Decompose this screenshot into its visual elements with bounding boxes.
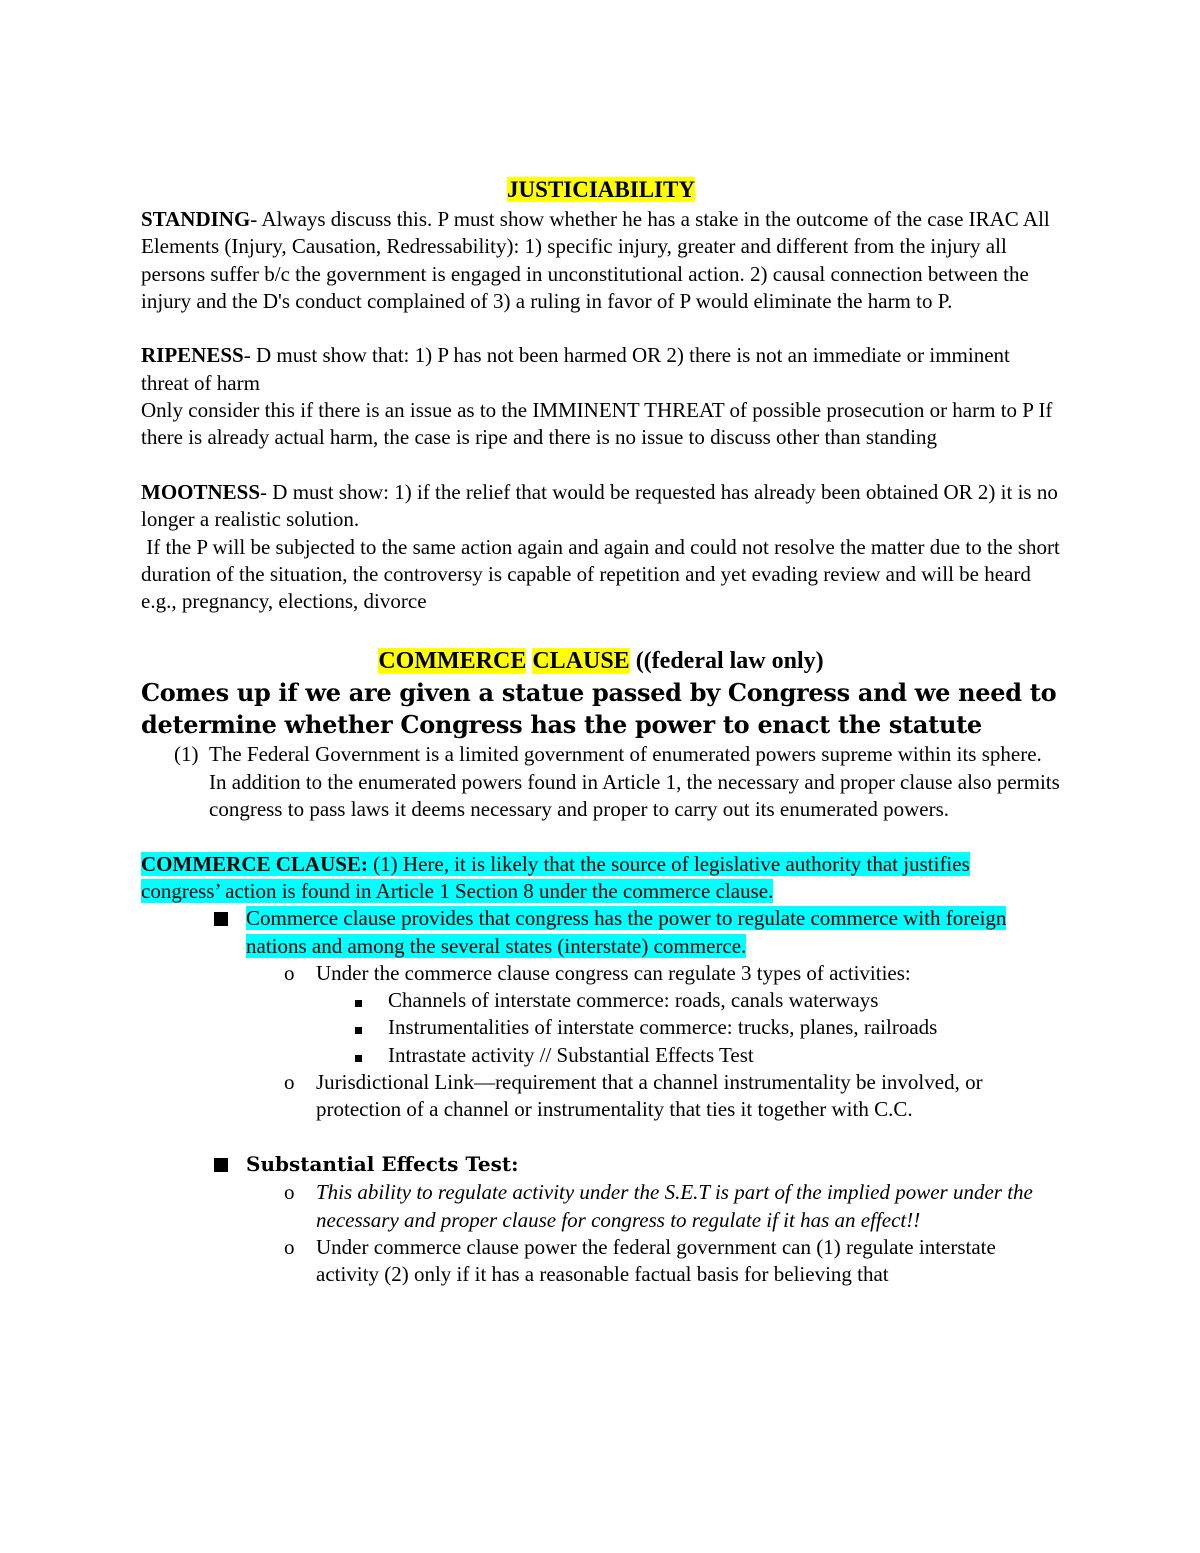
standing-text: - Always discuss this. P must show whether he has a stake in the outcome of the case IRAC All Elements (Injury, Causation, Redressability): 1) specific injury, greater and different from the injury all persons suffer b/c the government is engaged in unconstitutional action. 2) causal connection between the injury and the D's conduct complained of 3) a ruling in favor of P would eliminate the harm to P. [141,207,1050,313]
document-body [141,174,1066,1288]
type-item-2 [141,1042,1061,1069]
circle-bullet-icon: o [284,1070,295,1095]
mootness-note: If the P will be subjected to the same action again and again and could not resolve the matter due to the short duration of the situation, the controversy is capable of repetition and yet evading review and will be heard e.g., pregnancy, elections, divorce [141,534,1066,614]
ripeness-paragraph [141,342,1061,397]
sub-bullet-types [141,960,1061,987]
spacer [141,1124,1061,1151]
bullet-substantial-effects [141,1151,1061,1179]
sub-bullet-text: This ability to regulate activity under the S.E.T is part of the implied power under the necessary and proper clause for congress to regulate if it has an effect!! [316,1180,1033,1232]
circle-bullet-icon: o [284,1234,295,1259]
sub-bullet-text: Under the commerce clause congress can regulate 3 types of activities: [316,960,911,985]
bullet-text: Substantial Effects Test: [246,1151,519,1176]
small-square-bullet-icon [355,987,388,1014]
spacer [141,823,1061,850]
mootness-text: - D must show: 1) if the relief that would be requested has already been obtained OR 2) it is no longer a realistic solution. [141,479,1058,532]
title-commerce-word: COMMERCE [378,648,527,675]
cc-text: (1) Here, it is likely that the source of legislative authority that justifies congress’ action is found in Article 1 Section 8 under the commerce clause. [141,851,970,903]
small-square-bullet-icon [355,1042,388,1069]
circle-bullet-icon: o [284,960,295,985]
title-highlight: JUSTICIABILITY [507,177,695,202]
bullet-commerce-clause [141,905,1061,960]
small-square-bullet-icon [355,1014,388,1041]
spacer [141,315,1061,342]
cc-label: COMMERCE CLAUSE: [141,851,368,876]
bullet-text [246,905,1061,960]
spacer [141,615,1061,645]
item-number: (1) [174,742,199,767]
ripeness-text: - D must show that: 1) P has not been harmed OR 2) there is not an immediate or imminent threat of harm [141,343,1010,395]
mootness-label: MOOTNESS [141,479,261,504]
standing-label: STANDING [141,207,251,231]
title-federal-law: ((federal law only) [629,648,824,675]
ripeness-label: RIPENESS [141,343,244,368]
type-item-1 [141,1014,1061,1041]
commerce-clause-paragraph [141,851,1061,906]
commerce-subheading: Comes up if we are given a statue passed by Congress and we need to determine whether Congress has the power to enact the statute [141,678,1057,740]
cc-highlight [141,852,970,903]
type-text: Channels of interstate commerce: roads, canals waterways [388,988,879,1013]
numbered-item-1 [141,741,1061,823]
type-text: Instrumentalities of interstate commerce: trucks, planes, railroads [388,1015,938,1040]
type-item-0 [141,987,1061,1014]
sub-bullet-text: Under commerce clause power the federal government can (1) regulate interstate activity (2) only if it has a reasonable factual basis for believing that [316,1234,996,1287]
type-text: Intrastate activity // Substantial Effects Test [388,1042,754,1067]
sub-bullet-set-implied [141,1179,1061,1234]
bullet-highlight: Commerce clause provides that congress has the power to regulate commerce with foreign nations and among the several states (interstate) commerce. [246,906,1007,958]
circle-bullet-icon: o [284,1180,295,1205]
section-title-justiciability [141,174,1061,206]
title-clause-word: CLAUSE [532,648,630,675]
section-title-commerce-clause [141,645,1061,677]
sub-bullet-text: Jurisdictional Link—requirement that a channel instrumentality be involved, or protection of a channel or instrumentality that ties it together with C.C. [316,1070,983,1122]
sub-bullet-set-power [141,1234,1061,1289]
standing-paragraph [141,206,1061,315]
square-bullet-icon [214,905,246,960]
square-bullet-icon [214,1151,246,1179]
item-text: The Federal Government is a limited government of enumerated powers supreme within its sphere. In addition to the enumerated powers found in Article 1, the necessary and proper clause also permits congress to pass laws it deems necessary and proper to carry out its enumerated powers. [209,742,1060,822]
spacer [141,452,1061,479]
ripeness-note: Only consider this if there is an issue as to the IMMINENT THREAT of possible prosecution or harm to P If there is already actual harm, the case is ripe and there is no issue to discuss other than standing [141,398,1053,450]
mootness-paragraph [141,479,1061,534]
sub-bullet-jurisdictional-link [141,1069,1061,1124]
